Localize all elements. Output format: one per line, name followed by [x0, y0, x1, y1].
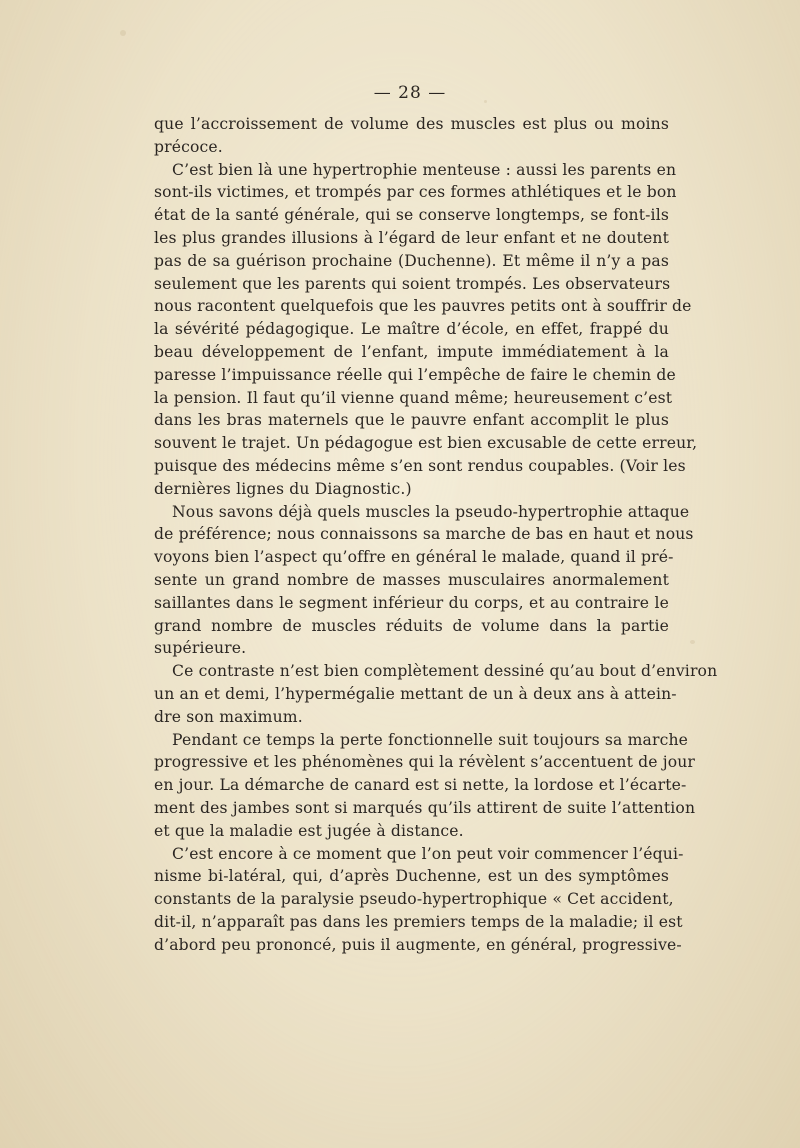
text-line: dit-il, n’apparaît pas dans les premiers temps de la maladie; il est [154, 912, 683, 931]
text-line: les plus grandes illusions à l’égard de leur enfant et ne doutent [154, 228, 669, 247]
text-line: Ce contraste n’est bien complètement dessiné qu’au bout d’environ [172, 662, 718, 681]
text-line: puisque des médecins même s’en sont rendus coupables. (Voir les [154, 456, 686, 475]
text-line: dre son maximum. [154, 707, 303, 726]
text-line: souvent le trajet. Un pédagogue est bien excusable de cette erreur, [154, 434, 698, 453]
text-line: supérieure. [154, 639, 247, 658]
text-line: C’est bien là une hypertrophie menteuse : aussi les parents en [172, 160, 677, 179]
text-line: dans les bras maternels que le pauvre enfant accomplit le plus [154, 411, 669, 430]
text-line: la sévérité pédagogique. Le maître d’école, en effet, frappé du [154, 320, 669, 339]
text-line: et que la maladie est jugée à distance. [154, 821, 464, 840]
text-line: saillantes dans le segment inférieur du corps, et au contraire le [154, 593, 669, 612]
text-line: ment des jambes sont si marqués qu’ils attirent de suite l’attention [154, 798, 696, 817]
paper-spot [120, 30, 126, 36]
text-line: pas de sa guérison prochaine (Duchenne). Et même il n’y a pas [154, 251, 669, 270]
text-line: sont-ils victimes, et trompés par ces formes athlétiques et le bon [154, 183, 677, 202]
text-line: paresse l’impuissance réelle qui l’empêche de faire le chemin de [154, 365, 676, 384]
text-line: que l’accroissement de volume des muscles est plus ou moins [154, 115, 669, 133]
text-line: nisme bi-latéral, qui, d’après Duchenne, est un des symptômes [154, 867, 669, 886]
text-line: grand nombre de muscles réduits de volume dans la partie [154, 616, 669, 635]
text-line: voyons bien l’aspect qu’offre en général le malade, quand il pré- [154, 548, 674, 567]
text-line: constants de la paralysie pseudo-hypertrophique « Cet accident, [154, 890, 674, 909]
text-line: C’est encore à ce moment que l’on peut voir commencer l’équi- [172, 844, 684, 863]
text-line: Pendant ce temps la perte fonctionnelle suit toujours sa marche [172, 730, 689, 749]
text-line: Nous savons déjà quels muscles la pseudo-hypertrophie attaque [172, 502, 690, 521]
text-line: état de la santé générale, qui se conserve longtemps, se font-ils [154, 206, 669, 225]
text-line: précoce. [154, 137, 223, 156]
text-line: d’abord peu prononcé, puis il augmente, en général, progressive- [154, 935, 682, 954]
page-number: — 28 — [373, 83, 447, 103]
text-line: nous racontent quelquefois que les pauvres petits ont à souffrir de [154, 297, 692, 316]
text-line: en jour. La démarche de canard est si nette, la lordose et l’écarte- [154, 776, 687, 795]
text-line: sente un grand nombre de masses musculaires anormalement [154, 570, 669, 589]
text-line: seulement que les parents qui soient trompés. Les observateurs [154, 274, 671, 293]
paper-spot [690, 640, 695, 644]
text-line: la pension. Il faut qu’il vienne quand même; heureusement c’est [154, 388, 673, 407]
text-line: beau développement de l’enfant, impute immédiatement à la [154, 342, 669, 361]
text-line: progressive et les phénomènes qui la révèlent s’accentuent de jour [154, 753, 696, 772]
body-text [154, 113, 718, 956]
text-line: dernières lignes du Diagnostic.) [154, 479, 412, 498]
text-line: de préférence; nous connaissons sa marche de bas en haut et nous [154, 525, 694, 544]
text-line: un an et demi, l’hypermégalie mettant de un à deux ans à attein- [154, 684, 677, 703]
